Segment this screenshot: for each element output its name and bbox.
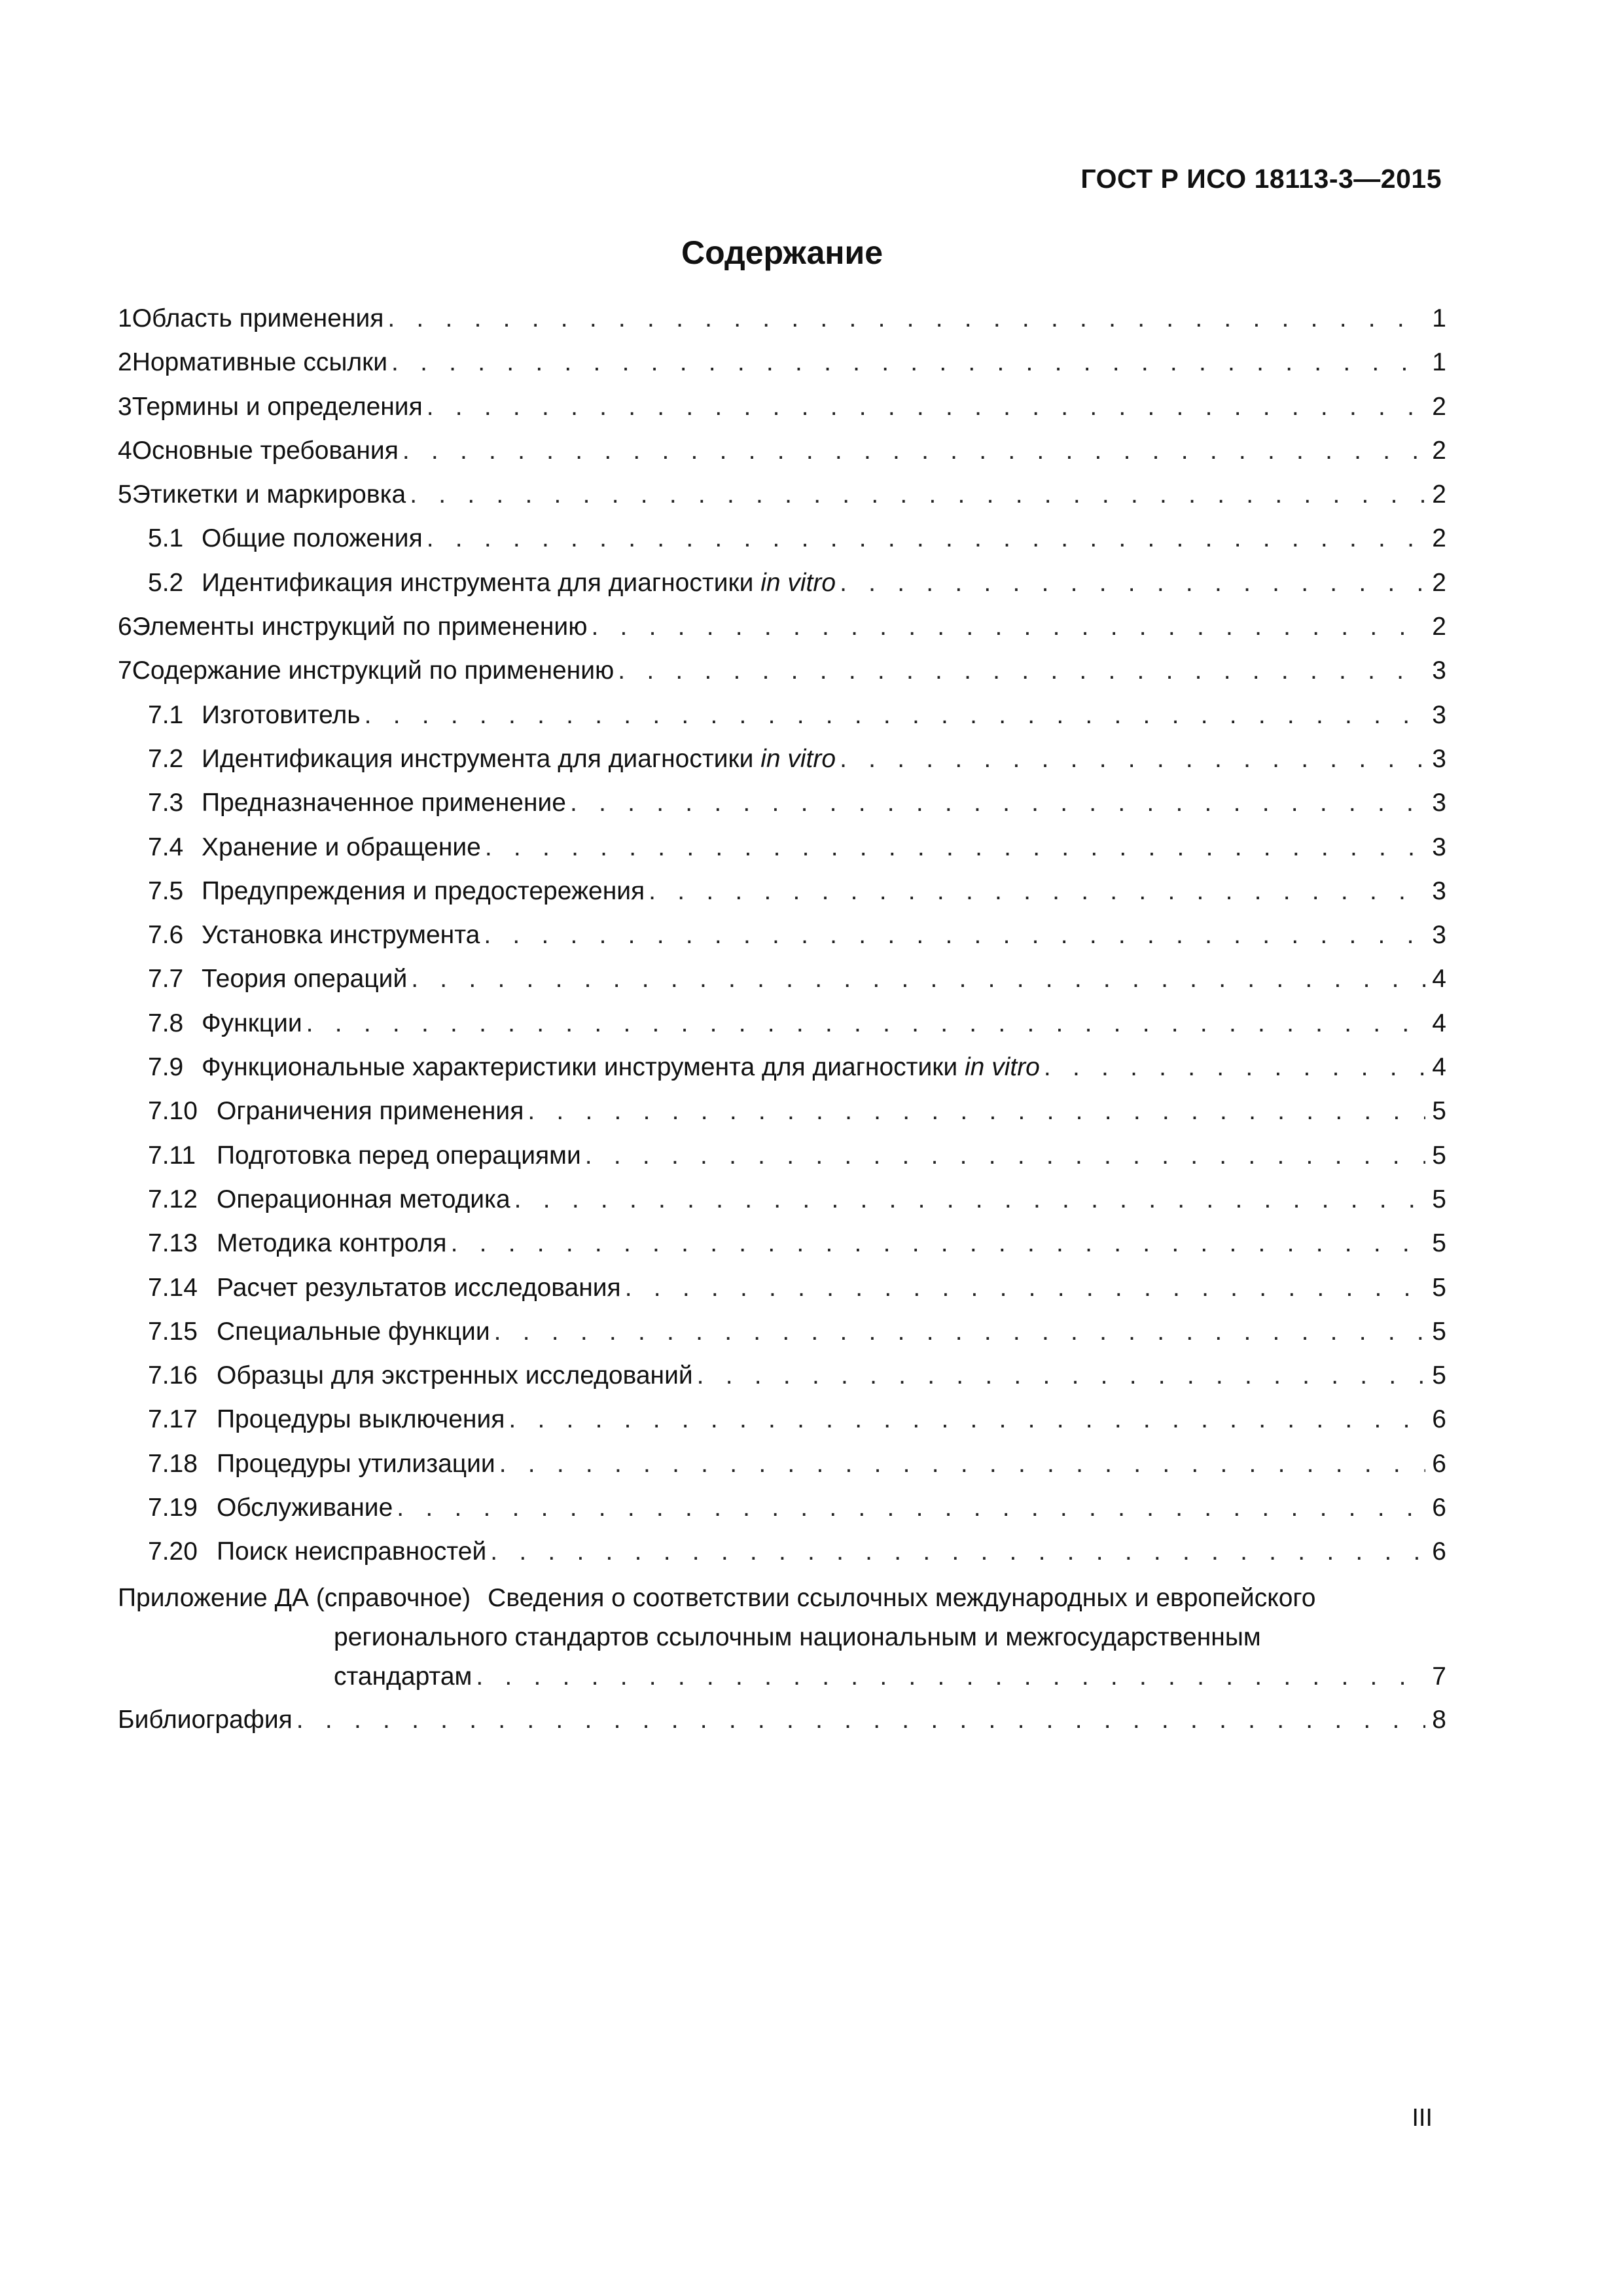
dot-leader [485, 829, 1425, 867]
toc-entry-title-text: Теория операций [202, 965, 408, 994]
toc-page-number: 4 [1432, 1009, 1446, 1037]
dot-leader [527, 1092, 1425, 1130]
toc-entry[interactable] [118, 476, 1446, 520]
toc-page-number: 5 [1432, 1273, 1446, 1302]
toc-entry-number: 2 [118, 348, 132, 377]
toc-entry-number: 7.10 [148, 1097, 198, 1126]
dot-leader [499, 1445, 1425, 1483]
toc-entry-number: 5.2 [148, 568, 184, 597]
document-code: ГОСТ Р ИСО 18113-3—2015 [1080, 164, 1442, 194]
toc-page-number: 5 [1432, 1361, 1446, 1390]
toc-entry-title-text: Функции [202, 1009, 302, 1037]
toc-entry-number: 7.20 [148, 1537, 198, 1566]
toc-entry-number: 7 [118, 656, 132, 685]
toc-entry-title-text: Подготовка перед операциями [217, 1141, 581, 1170]
toc-entry[interactable] [118, 1445, 1446, 1489]
toc-page-number: 1 [1432, 348, 1446, 377]
toc-entry-title [202, 564, 836, 602]
toc-entry-number: 6 [118, 613, 132, 641]
annex-title-line1: Сведения о соответствии ссылочных международных и европейского [488, 1583, 1316, 1612]
toc-page-number: 1 [1432, 304, 1446, 332]
toc-page-number: 3 [1432, 789, 1446, 817]
toc-entry-number: 7.2 [148, 744, 184, 773]
toc-entry-number: 7.8 [148, 1009, 184, 1037]
toc-entry-title-text: Основные требования [132, 436, 399, 465]
dot-leader [570, 784, 1425, 822]
toc-entry-number: 4 [118, 436, 132, 465]
toc-entry[interactable] [118, 608, 1446, 652]
toc-entry-title-text: Специальные функции [217, 1317, 490, 1346]
toc-entry-title-text: Нормативные ссылки [132, 348, 387, 377]
toc-entry[interactable] [118, 1137, 1446, 1181]
toc-entry-title [132, 432, 399, 470]
toc-entry-title-text: Элементы инструкций по применению [132, 613, 588, 641]
toc-entry-title [202, 1005, 302, 1043]
toc-page-number: 2 [1432, 568, 1446, 597]
toc-page-number: 3 [1432, 744, 1446, 773]
toc-page-number: 2 [1432, 392, 1446, 421]
dot-leader [410, 476, 1425, 514]
dot-leader [427, 388, 1425, 426]
dot-leader [625, 1269, 1425, 1307]
toc-entry[interactable] [118, 1533, 1446, 1577]
toc-entry-title [217, 1092, 524, 1130]
toc-entry-title [217, 1225, 447, 1263]
dot-leader [585, 1137, 1425, 1175]
toc-page-number: 6 [1432, 1537, 1446, 1566]
toc-entry-title [202, 829, 481, 867]
toc-entry-title-text: Содержание инструкций по применению [132, 656, 615, 685]
toc-entry[interactable] [118, 1401, 1446, 1444]
toc-page-number: 4 [1432, 1053, 1446, 1082]
toc-entry-title [132, 300, 384, 338]
dot-leader [391, 344, 1425, 382]
annex-title-line2: регионального стандартов ссылочным национальным и межгосударственным [334, 1623, 1261, 1651]
toc-entry[interactable] [118, 1489, 1446, 1533]
table-of-contents [118, 300, 1446, 1745]
toc-entry-title [132, 388, 423, 426]
toc-entry-title-text: Процедуры утилизации [217, 1449, 495, 1478]
toc-entry-title [217, 1445, 495, 1483]
toc-entry-number: 7.18 [148, 1449, 198, 1478]
toc-entry[interactable] [118, 1092, 1446, 1136]
dot-leader [490, 1533, 1425, 1571]
toc-page-number: 2 [1432, 480, 1446, 509]
toc-entry-number: 7.1 [148, 700, 184, 729]
toc-page-number: 5 [1432, 1141, 1446, 1170]
toc-entry-number: 7.17 [148, 1405, 198, 1434]
toc-page-number: 3 [1432, 656, 1446, 685]
dot-leader [427, 520, 1425, 558]
toc-entry-title [217, 1269, 621, 1307]
annex-label: Приложение ДА (справочное) [118, 1583, 471, 1612]
dot-leader [451, 1225, 1425, 1263]
toc-entry-title-text: Образцы для экстренных исследований [217, 1361, 693, 1390]
toc-entry-number: 7.12 [148, 1185, 198, 1213]
toc-page-number: 8 [1432, 1705, 1446, 1734]
dot-leader [1044, 1049, 1425, 1086]
toc-entry[interactable] [118, 1357, 1446, 1401]
dot-leader [840, 740, 1425, 778]
toc-entry[interactable] [118, 1181, 1446, 1225]
toc-entry-number: 7.11 [148, 1141, 196, 1170]
toc-entry-title: Библиография [118, 1705, 293, 1734]
toc-entry-number: 5.1 [148, 524, 184, 553]
toc-entry-title [202, 784, 566, 822]
toc-entry-title [202, 696, 361, 734]
toc-entry-title [202, 520, 423, 558]
toc-title: Содержание [681, 234, 883, 271]
toc-entry-title-text: Общие положения [202, 524, 423, 553]
toc-page-number: 5 [1432, 1185, 1446, 1213]
toc-page-number: 6 [1432, 1449, 1446, 1478]
toc-entry-title-text: Методика контроля [217, 1229, 447, 1258]
toc-entry[interactable] [118, 784, 1446, 828]
toc-entry[interactable] [118, 344, 1446, 387]
toc-entry-title-italic: in vitro [965, 1053, 1040, 1082]
dot-leader [402, 432, 1425, 470]
toc-entry[interactable] [118, 1049, 1446, 1092]
toc-page-number: 4 [1432, 965, 1446, 994]
toc-entry-number: 7.3 [148, 789, 184, 817]
toc-entry-title [202, 1049, 1040, 1086]
toc-entry-title [217, 1313, 490, 1351]
toc-entry[interactable] [118, 960, 1446, 1004]
page-number-footer: III [1412, 2104, 1433, 2132]
toc-entry-title-text: Расчет результатов исследования [217, 1273, 621, 1302]
toc-entry-number: 7.7 [148, 965, 184, 994]
toc-entry-title [132, 344, 387, 382]
toc-entry-number: 3 [118, 392, 132, 421]
toc-entry[interactable] [118, 872, 1446, 916]
toc-entry[interactable] [118, 829, 1446, 872]
toc-entry-number: 7.13 [148, 1229, 198, 1258]
toc-entry[interactable] [118, 300, 1446, 344]
toc-entry-number: 7.6 [148, 921, 184, 950]
toc-entry-title-text: Предупреждения и предостережения [202, 876, 645, 905]
toc-page-number: 3 [1432, 700, 1446, 729]
toc-entry[interactable] [118, 1005, 1446, 1049]
dot-leader [484, 916, 1425, 954]
toc-entry-number: 5 [118, 480, 132, 509]
toc-entry-number: 7.16 [148, 1361, 198, 1390]
dot-leader [649, 872, 1425, 910]
dot-leader [296, 1701, 1425, 1739]
dot-leader [494, 1313, 1425, 1351]
toc-entry-title [217, 1137, 581, 1175]
dot-leader [397, 1489, 1425, 1527]
toc-entry-title [132, 608, 588, 646]
toc-entry-title-text: Предназначенное применение [202, 789, 566, 817]
toc-entry-title [217, 1401, 505, 1439]
toc-entry-title-text: Идентификация инструмента для диагностики [202, 744, 754, 773]
toc-entry-title-text: Термины и определения [132, 392, 423, 421]
toc-entry-title [132, 652, 615, 690]
dot-leader [840, 564, 1425, 602]
toc-entry-number: 7.19 [148, 1494, 198, 1522]
toc-entry-title-text: Функциональные характеристики инструмента для диагностики [202, 1053, 958, 1082]
toc-page-number: 5 [1432, 1097, 1446, 1126]
toc-page-number: 3 [1432, 833, 1446, 861]
toc-page-number: 5 [1432, 1317, 1446, 1346]
toc-entry-number: 7.14 [148, 1273, 198, 1302]
toc-entry[interactable] [118, 696, 1446, 740]
toc-entry-title-text: Поиск неисправностей [217, 1537, 487, 1566]
toc-entry[interactable] [118, 432, 1446, 476]
toc-entry[interactable] [118, 1269, 1446, 1313]
dot-leader [411, 960, 1425, 998]
toc-annex-entry[interactable] [118, 1579, 1446, 1698]
toc-entry[interactable] [118, 740, 1446, 784]
toc-page-number: 5 [1432, 1229, 1446, 1258]
toc-bibliography-entry[interactable] [118, 1701, 1446, 1745]
toc-entry[interactable] [118, 1313, 1446, 1357]
toc-entry-title [202, 740, 836, 778]
toc-entry-title [217, 1533, 486, 1571]
toc-page-number: 6 [1432, 1405, 1446, 1434]
dot-leader [306, 1005, 1425, 1043]
toc-entry[interactable] [118, 916, 1446, 960]
toc-page-number: 6 [1432, 1494, 1446, 1522]
toc-entry-title-text: Этикетки и маркировка [132, 480, 406, 509]
toc-entry-title-text: Установка инструмента [202, 921, 480, 950]
dot-leader [697, 1357, 1425, 1395]
toc-page-number: 3 [1432, 876, 1446, 905]
dot-leader [514, 1181, 1425, 1219]
toc-entry-title-text: Обслуживание [217, 1494, 393, 1522]
toc-entry-number: 7.9 [148, 1053, 184, 1082]
toc-entry-title [202, 872, 645, 910]
toc-page-number: 2 [1432, 524, 1446, 553]
toc-entry[interactable] [118, 652, 1446, 696]
dot-leader [591, 608, 1425, 646]
toc-entry-title [217, 1181, 510, 1219]
toc-entry-title [202, 960, 407, 998]
toc-entry-title-text: Изготовитель [202, 700, 361, 729]
toc-entry[interactable] [118, 1225, 1446, 1268]
toc-entry-number: 1 [118, 304, 132, 332]
annex-title-line3: стандартам [334, 1662, 473, 1691]
toc-entry[interactable] [118, 388, 1446, 432]
toc-entry-title-text: Область применения [132, 304, 384, 332]
toc-entry-number: 7.15 [148, 1317, 198, 1346]
dot-leader [365, 696, 1425, 734]
toc-entry-title-italic: in vitro [760, 744, 836, 773]
toc-entry[interactable] [118, 520, 1446, 564]
toc-entry-title-text: Хранение и обращение [202, 833, 481, 861]
toc-entry-title-text: Операционная методика [217, 1185, 510, 1213]
toc-entry[interactable] [118, 564, 1446, 608]
toc-entry-title-text: Ограничения применения [217, 1097, 524, 1126]
dot-leader [618, 652, 1425, 690]
toc-page-number: 3 [1432, 921, 1446, 950]
dot-leader [476, 1657, 1425, 1696]
toc-entry-title [202, 916, 480, 954]
toc-entry-title [217, 1489, 393, 1527]
toc-entry-number: 7.5 [148, 876, 184, 905]
dot-leader [508, 1401, 1425, 1439]
toc-page-number: 2 [1432, 613, 1446, 641]
toc-entry-title-text: Идентификация инструмента для диагностики [202, 568, 754, 597]
toc-page-number: 2 [1432, 436, 1446, 465]
toc-entry-title [217, 1357, 693, 1395]
toc-entry-number: 7.4 [148, 833, 184, 861]
toc-entry-title-italic: in vitro [760, 568, 836, 597]
toc-page-number: 7 [1432, 1662, 1446, 1691]
dot-leader [387, 300, 1425, 338]
toc-entry-title-text: Процедуры выключения [217, 1405, 505, 1434]
toc-entry-title [132, 476, 406, 514]
